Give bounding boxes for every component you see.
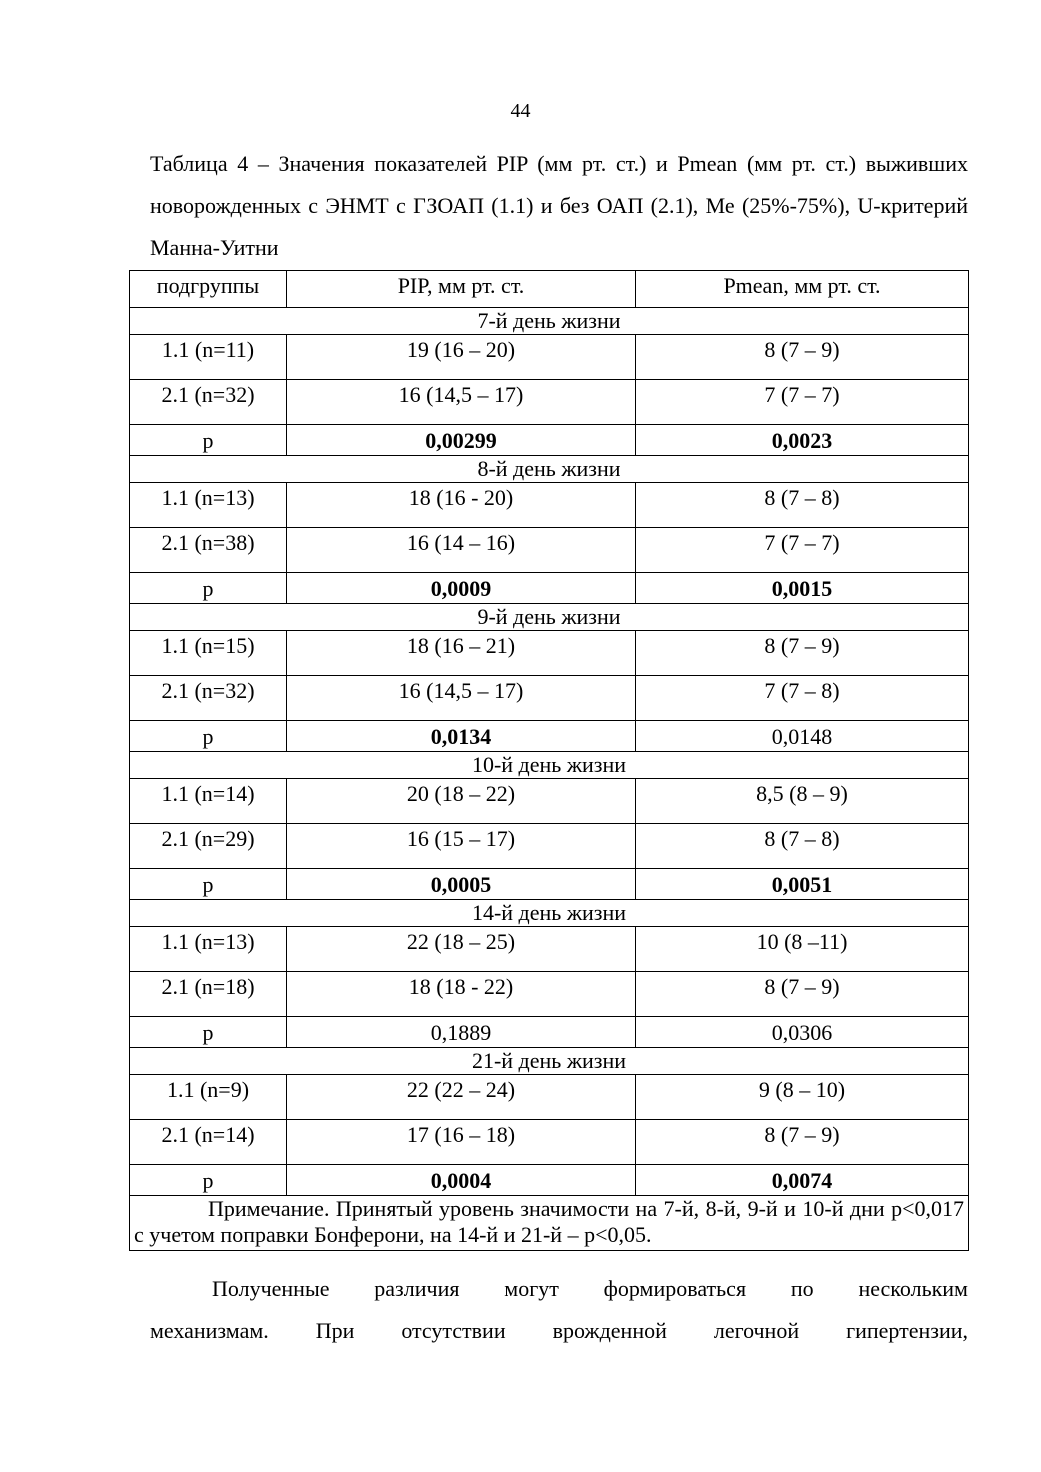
header-cell-pmean: Pmean, мм рт. ст. xyxy=(636,271,969,308)
group-cell: 1.1 (n=14) xyxy=(130,779,287,824)
pip-cell: 22 (22 – 24) xyxy=(287,1075,636,1120)
p-pmean-cell: 0,0015 xyxy=(636,573,969,604)
pip-cell: 22 (18 – 25) xyxy=(287,927,636,972)
body-word: гипертензии, xyxy=(846,1318,968,1343)
header-cell-group: подгруппы xyxy=(130,271,287,308)
pmean-cell: 8 (7 – 8) xyxy=(636,483,969,528)
p-pmean-cell: 0,0023 xyxy=(636,425,969,456)
group-cell: 1.1 (n=9) xyxy=(130,1075,287,1120)
pmean-cell: 7 (7 – 7) xyxy=(636,528,969,573)
body-word: различия xyxy=(374,1276,460,1301)
body-word: врожденной xyxy=(552,1318,667,1343)
body-word: отсутствии xyxy=(401,1318,506,1343)
body-word: При xyxy=(315,1318,355,1343)
note-cell xyxy=(130,1196,969,1251)
table-row xyxy=(130,927,969,972)
day-header-row xyxy=(130,1048,969,1075)
pmean-cell: 8 (7 – 9) xyxy=(636,335,969,380)
p-pip-cell: 0,0005 xyxy=(287,869,636,900)
p-label-cell: p xyxy=(130,573,287,604)
pmean-cell: 8 (7 – 9) xyxy=(636,972,969,1017)
pip-cell: 16 (14 – 16) xyxy=(287,528,636,573)
table-header-row xyxy=(130,271,969,308)
pip-cell: 18 (18 - 22) xyxy=(287,972,636,1017)
body-word: Полученные xyxy=(212,1276,330,1301)
p-value-row xyxy=(130,721,969,752)
p-value-row xyxy=(130,1017,969,1048)
p-pip-cell: 0,0134 xyxy=(287,721,636,752)
p-value-row xyxy=(130,869,969,900)
p-label-cell: p xyxy=(130,425,287,456)
group-cell: 2.1 (n=38) xyxy=(130,528,287,573)
pmean-cell: 8,5 (8 – 9) xyxy=(636,779,969,824)
day-header-row xyxy=(130,604,969,631)
body-word: формироваться xyxy=(603,1276,747,1301)
p-value-row xyxy=(130,425,969,456)
page-number: 44 xyxy=(510,100,531,122)
pip-cell: 17 (16 – 18) xyxy=(287,1120,636,1165)
p-pmean-cell: 0,0306 xyxy=(636,1017,969,1048)
group-cell: 2.1 (n=29) xyxy=(130,824,287,869)
p-pip-cell: 0,00299 xyxy=(287,425,636,456)
table-row xyxy=(130,1075,969,1120)
day-header-cell: 21-й день жизни xyxy=(130,1048,969,1075)
group-cell: 2.1 (n=32) xyxy=(130,676,287,721)
day-header-cell: 9-й день жизни xyxy=(130,604,969,631)
pip-cell: 18 (16 – 21) xyxy=(287,631,636,676)
p-label-cell: p xyxy=(130,869,287,900)
p-label-cell: p xyxy=(130,1017,287,1048)
body-paragraph xyxy=(150,1268,968,1352)
pmean-cell: 8 (7 – 8) xyxy=(636,824,969,869)
table-row xyxy=(130,1120,969,1165)
group-cell: 2.1 (n=14) xyxy=(130,1120,287,1165)
header-cell-pip: PIP, мм рт. ст. xyxy=(287,271,636,308)
table-row xyxy=(130,631,969,676)
p-pip-cell: 0,1889 xyxy=(287,1017,636,1048)
day-header-row xyxy=(130,752,969,779)
table-row xyxy=(130,380,969,425)
p-value-row xyxy=(130,573,969,604)
table-row xyxy=(130,335,969,380)
p-pmean-cell: 0,0074 xyxy=(636,1165,969,1196)
body-word: по xyxy=(790,1276,814,1301)
pip-cell: 16 (14,5 – 17) xyxy=(287,380,636,425)
pip-cell: 16 (15 – 17) xyxy=(287,824,636,869)
table-row xyxy=(130,483,969,528)
body-line-2 xyxy=(150,1310,968,1352)
table-body xyxy=(130,271,969,1251)
data-table xyxy=(129,270,969,1251)
p-pip-cell: 0,0004 xyxy=(287,1165,636,1196)
table-row xyxy=(130,676,969,721)
table-caption: Таблица 4 – Значения показателей PIP (мм рт. ст.) и Pmean (мм рт. ст.) выживших новорожденных с ЭНМТ с ГЗОАП (1.1) и без ОАП (2.1), Ме (25%-75%), U-критерий Манна-Уитни xyxy=(150,151,968,260)
pmean-cell: 10 (8 –11) xyxy=(636,927,969,972)
group-cell: 2.1 (n=18) xyxy=(130,972,287,1017)
day-header-row xyxy=(130,900,969,927)
body-word: могут xyxy=(504,1276,559,1301)
day-header-row xyxy=(130,308,969,335)
body-word: легочной xyxy=(713,1318,800,1343)
day-header-cell: 8-й день жизни xyxy=(130,456,969,483)
pip-cell: 20 (18 – 22) xyxy=(287,779,636,824)
day-header-row xyxy=(130,456,969,483)
table-note: Примечание. Принятый уровень значимости на 7-й, 8-й, 9-й и 10-й дни p<0,017 с учетом поправки Бонферони, на 14-й и 21-й – p<0,05. xyxy=(134,1196,964,1247)
day-header-cell: 10-й день жизни xyxy=(130,752,969,779)
p-label-cell: p xyxy=(130,721,287,752)
pmean-cell: 8 (7 – 9) xyxy=(636,631,969,676)
group-cell: 1.1 (n=15) xyxy=(130,631,287,676)
day-header-cell: 14-й день жизни xyxy=(130,900,969,927)
body-word: механизмам. xyxy=(150,1318,269,1343)
pmean-cell: 7 (7 – 7) xyxy=(636,380,969,425)
group-cell: 1.1 (n=11) xyxy=(130,335,287,380)
note-row xyxy=(130,1196,969,1251)
pmean-cell: 9 (8 – 10) xyxy=(636,1075,969,1120)
p-pmean-cell: 0,0148 xyxy=(636,721,969,752)
table-row xyxy=(130,528,969,573)
table-row xyxy=(130,824,969,869)
pmean-cell: 7 (7 – 8) xyxy=(636,676,969,721)
pip-cell: 16 (14,5 – 17) xyxy=(287,676,636,721)
table-row xyxy=(130,779,969,824)
p-pip-cell: 0,0009 xyxy=(287,573,636,604)
p-value-row xyxy=(130,1165,969,1196)
day-header-cell: 7-й день жизни xyxy=(130,308,969,335)
table-row xyxy=(130,972,969,1017)
p-pmean-cell: 0,0051 xyxy=(636,869,969,900)
p-label-cell: p xyxy=(130,1165,287,1196)
pip-cell: 19 (16 – 20) xyxy=(287,335,636,380)
pip-cell: 18 (16 - 20) xyxy=(287,483,636,528)
group-cell: 1.1 (n=13) xyxy=(130,927,287,972)
group-cell: 2.1 (n=32) xyxy=(130,380,287,425)
pmean-cell: 8 (7 – 9) xyxy=(636,1120,969,1165)
body-word: нескольким xyxy=(858,1276,968,1301)
group-cell: 1.1 (n=13) xyxy=(130,483,287,528)
body-line-1 xyxy=(150,1268,968,1310)
